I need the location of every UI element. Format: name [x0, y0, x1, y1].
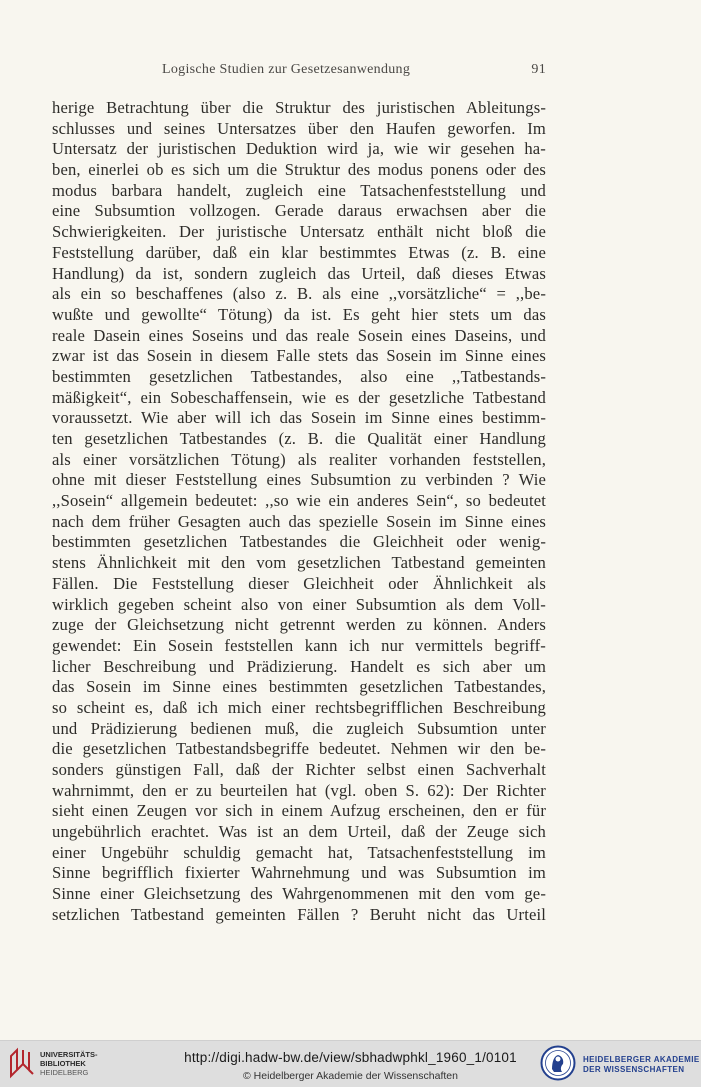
text-line: schlusses und seines Untersatzes über den Haufen geworfen. Im [52, 118, 546, 138]
text-line: Feststellung darüber, daß ein klar bestimmtes Etwas (z. B. eine [52, 242, 546, 262]
text-line: sieht einen Zeugen vor sich in einem Aufzug erscheinen, den er für [52, 801, 546, 821]
text-line: Sinne begrifflich fixierter Wahrnehmung und was Subsumtion im [52, 863, 546, 883]
text-line: nach dem früher Gesagten auch das spezielle Sosein im Sinne eines [52, 511, 546, 531]
text-line: als ein so beschaffenes (also z. B. als eine ,,vorsätzliche“ = ,,be- [52, 284, 546, 304]
text-line: mäßigkeit“, ein Sobeschaffensein, wie es der gesetzliche Tatbestand [52, 387, 546, 407]
page-header [52, 62, 546, 82]
text-line: zwar ist das Sosein in diesem Falle stets das Sosein im Sinne eines [52, 346, 546, 366]
text-line: ohne mit dieser Feststellung eines Subsumtion zu verbinden ? Wie [52, 470, 546, 490]
text-line: ten gesetzlichen Tatbestandes (z. B. die Qualität einer Handlung [52, 429, 546, 448]
text-line: bestimmten gesetzlichen Tatbestandes die Gleichheit oder wenig- [52, 532, 546, 552]
text-line: ,,Sosein“ allgemein bedeutet: ,,so wie ein anderes Sein“, so bedeutet [52, 491, 546, 511]
text-line: voraussetzt. Wie aber will ich das Sosein im Sinne eines bestimm- [52, 408, 546, 428]
text-line: so scheint es, daß ich mich einer rechtsbegrifflichen Beschreibung [52, 697, 546, 717]
text-line: wahrnimmt, den er zu beurteilen hat (vgl. oben S. 62): Der Richter [52, 780, 546, 800]
text-line: als einer vorsätzlichen Tötung) als realiter vorhanden feststellen, [52, 449, 546, 469]
academy-label [583, 1055, 700, 1075]
copyright-notice: © Heidelberger Akademie der Wissenschaften [243, 1070, 458, 1082]
academy-label-line-1: HEIDELBERGER AKADEMIE [583, 1055, 700, 1064]
text-line: Handlung) da ist, sondern zugleich das Urteil, daß dieses Etwas [52, 263, 546, 283]
text-line: wirklich gegeben scheint also von einer Subsumtion als dem Voll- [52, 594, 546, 614]
academy-seal-icon[interactable] [540, 1045, 576, 1081]
viewer-footer [0, 1040, 701, 1087]
body-text [52, 98, 546, 926]
text-line: Sinne einer Gleichsetzung des Wahrgenommenen mit den vom ge- [52, 884, 546, 904]
text-line: modus barbara handelt, zugleich eine Tatsachenfeststellung und [52, 180, 546, 200]
library-label-line-1: UNIVERSITÄTS- [40, 1050, 98, 1059]
text-line: setzlichen Tatbestand gemeinten Fällen ? Beruht nicht das Urteil [52, 904, 546, 924]
text-line: eine Subsumtion vollzogen. Gerade daraus erwachsen aber die [52, 201, 546, 221]
running-title: Logische Studien zur Gesetzesanwendung [162, 62, 411, 77]
text-line: Fällen. Die Feststellung dieser Gleichheit oder Ähnlichkeit als [52, 573, 546, 593]
academy-label-line-2: DER WISSENSCHAFTEN [583, 1065, 685, 1074]
text-line: ben, einerlei ob es sich um die Struktur des modus ponens oder des [52, 160, 546, 180]
text-line: das Sosein im Sinne eines bestimmten gesetzlichen Tatbestandes, [52, 677, 546, 697]
text-line: ungebührlich erachtet. Was ist an dem Urteil, daß der Zeuge sich [52, 822, 546, 842]
text-line: bestimmten gesetzlichen Tatbestandes, also eine ,,Tatbestands- [52, 366, 546, 386]
text-line: die gesetzlichen Tatbestandsbegriffe bedeutet. Nehmen wir den be- [52, 739, 546, 759]
text-line: einer Ungebühr schuldig gemacht hat, Tatsachenfeststellung im [52, 842, 546, 862]
text-line: herige Betrachtung über die Struktur des juristischen Ableitungs- [52, 98, 546, 117]
text-line: reale Dasein eines Soseins und das reale Sosein eines Daseins, und [52, 325, 546, 345]
page-number: 91 [531, 62, 546, 77]
text-line: wußte und gewollte“ Tötung) da ist. Es geht hier stets um das [52, 304, 546, 324]
permalink-url[interactable]: http://digi.hadw-bw.de/view/sbhadwphkl_1960_1/0101 [184, 1050, 517, 1065]
text-line: licher Beschreibung und Prädizierung. Handelt es sich aber um [52, 656, 546, 676]
library-label-line-2: BIBLIOTHEK [40, 1059, 86, 1068]
text-line: Untersatz der juristischen Deduktion wird ja, wie wir gesehen ha- [52, 139, 546, 159]
text-line: sonders günstigen Fall, daß der Richter selbst einen Sachverhalt [52, 760, 546, 779]
library-label-line-3: HEIDELBERG [40, 1068, 89, 1077]
text-line: zuge der Gleichsetzung nicht getrennt werden zu können. Anders [52, 615, 546, 635]
text-line: gewendet: Ein Sosein feststellen kann ich nur vermittels begriff- [52, 635, 546, 655]
text-line: stens Ähnlichkeit mit den vom gesetzlichen Tatbestand gemeinten [52, 553, 546, 573]
text-line: und Prädizierung bedienen muß, die zugleich Subsumtion unter [52, 718, 546, 738]
text-line: Schwierigkeiten. Der juristische Untersatz enthält nicht bloß die [52, 222, 546, 242]
